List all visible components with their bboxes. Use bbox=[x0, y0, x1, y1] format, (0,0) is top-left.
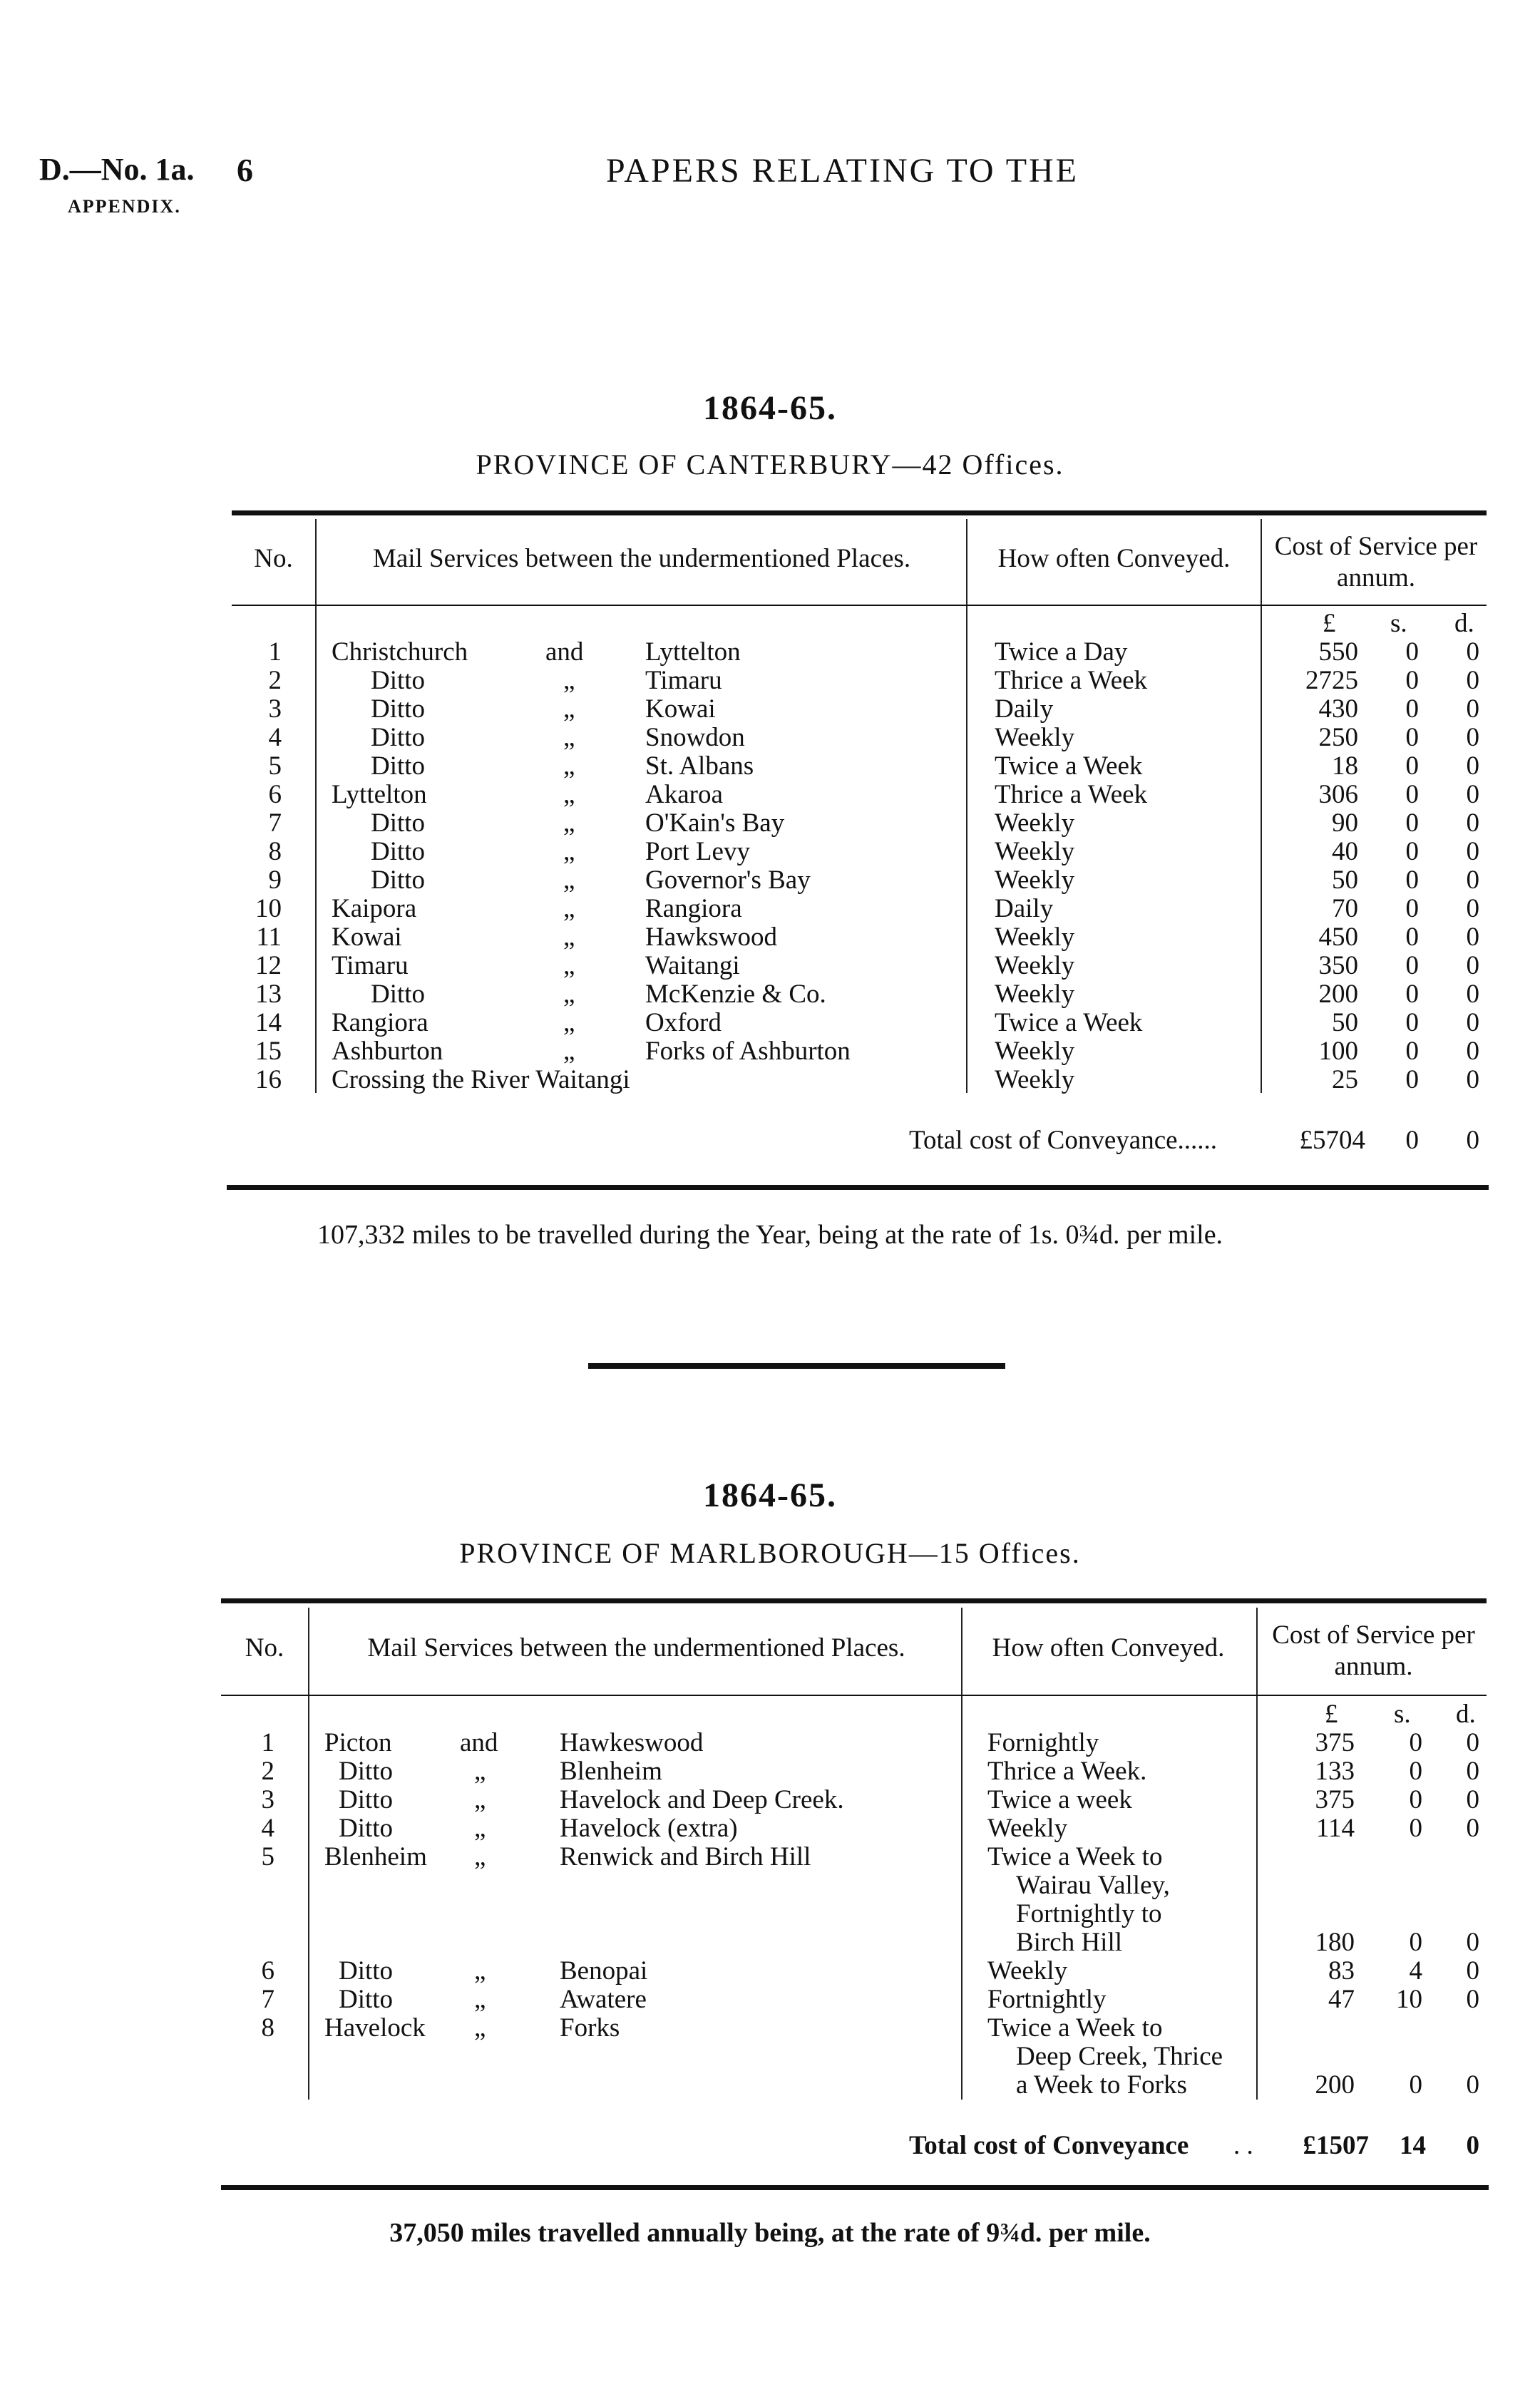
conveyance-frequency: Wairau Valley, bbox=[1016, 1871, 1170, 1900]
marlborough-year: 1864-65. bbox=[703, 1476, 837, 1514]
from-place: Ditto bbox=[371, 751, 426, 781]
to-place: Benopai bbox=[560, 1956, 648, 1986]
cost-shillings: 0 bbox=[1405, 894, 1419, 923]
cost-pounds: 50 bbox=[1332, 1008, 1358, 1037]
cost-shillings: 0 bbox=[1409, 1928, 1422, 1957]
pound-header: £ bbox=[1325, 1700, 1338, 1729]
connector: „ bbox=[474, 1985, 486, 2014]
column-header-places: Mail Services between the undermentioned Places. bbox=[367, 1633, 905, 1663]
conveyance-frequency: Fornightly bbox=[987, 1728, 1099, 1757]
column-header-no: No. bbox=[245, 1633, 284, 1663]
cost-pence: 0 bbox=[1466, 637, 1479, 667]
conveyance-frequency: Thrice a Week bbox=[995, 780, 1148, 809]
conveyance-frequency: Twice a Week bbox=[995, 1008, 1143, 1037]
to-place: Governor's Bay bbox=[645, 865, 811, 895]
to-place: Timaru bbox=[645, 666, 722, 695]
cost-pence: 0 bbox=[1466, 894, 1479, 923]
total-pence: 0 bbox=[1466, 1126, 1479, 1155]
connector: „ bbox=[474, 1757, 486, 1786]
cost-pounds: 25 bbox=[1332, 1065, 1358, 1094]
conveyance-frequency: Thrice a Week bbox=[995, 666, 1148, 695]
column-header-cost: Cost of Service per annum. bbox=[1272, 1620, 1475, 1681]
to-place: O'Kain's Bay bbox=[645, 808, 785, 838]
table-bottom-rule bbox=[227, 1185, 1489, 1190]
cost-pence: 0 bbox=[1466, 865, 1479, 895]
row-number: 1 bbox=[261, 1728, 274, 1757]
from-place: Lyttelton bbox=[332, 780, 427, 809]
cost-pounds: 100 bbox=[1318, 1037, 1358, 1066]
cost-pence: 0 bbox=[1466, 837, 1479, 866]
from-place: Kowai bbox=[332, 923, 402, 952]
cost-pounds: 375 bbox=[1315, 1728, 1355, 1757]
cost-pounds: 47 bbox=[1328, 1985, 1355, 2014]
cost-pence: 0 bbox=[1466, 1928, 1479, 1957]
cost-shillings: 0 bbox=[1405, 1065, 1419, 1094]
cost-shillings: 0 bbox=[1409, 2070, 1422, 2100]
connector: „ bbox=[563, 808, 575, 838]
conveyance-frequency: Weekly bbox=[995, 1065, 1075, 1094]
row-number: 4 bbox=[261, 1814, 274, 1843]
cost-pounds: 90 bbox=[1332, 808, 1358, 838]
cost-shillings: 0 bbox=[1405, 780, 1419, 809]
connector: and bbox=[460, 1728, 498, 1757]
cost-shillings: 0 bbox=[1405, 637, 1419, 667]
row-number: 10 bbox=[255, 894, 282, 923]
from-place: Ditto bbox=[339, 1956, 394, 1986]
cost-shillings: 0 bbox=[1409, 1785, 1422, 1814]
cost-pence: 0 bbox=[1466, 780, 1479, 809]
conveyance-frequency: Fortnightly to bbox=[1016, 1899, 1162, 1928]
connector: „ bbox=[563, 1037, 575, 1066]
conveyance-frequency: Fortnightly bbox=[987, 1985, 1107, 2014]
conveyance-frequency: Daily bbox=[995, 694, 1054, 724]
to-place: Forks bbox=[560, 2013, 620, 2043]
connector: „ bbox=[474, 1956, 486, 1986]
cost-pence: 0 bbox=[1466, 1008, 1479, 1037]
to-place: Hawkeswood bbox=[560, 1728, 704, 1757]
to-place: Akaroa bbox=[645, 780, 723, 809]
marlborough-province: PROVINCE OF MARLBOROUGH—15 Offices. bbox=[459, 1537, 1081, 1569]
cost-pence: 0 bbox=[1466, 2070, 1479, 2100]
connector: and bbox=[545, 637, 584, 667]
connector: „ bbox=[474, 2013, 486, 2043]
conveyance-frequency: Birch Hill bbox=[1016, 1928, 1123, 1957]
cost-pence: 0 bbox=[1466, 980, 1479, 1009]
to-place: Lyttelton bbox=[645, 637, 741, 667]
page-number: 6 bbox=[237, 152, 253, 188]
connector: „ bbox=[563, 1008, 575, 1037]
from-place: Ditto bbox=[339, 1757, 394, 1786]
conveyance-frequency: a Week to Forks bbox=[1016, 2070, 1187, 2100]
header-underline bbox=[232, 605, 1487, 606]
to-place: Havelock (extra) bbox=[560, 1814, 738, 1843]
cost-pence: 0 bbox=[1466, 808, 1479, 838]
cost-shillings: 4 bbox=[1409, 1956, 1422, 1986]
row-number: 12 bbox=[255, 951, 282, 980]
canterbury-year: 1864-65. bbox=[703, 389, 837, 427]
page-title: PAPERS RELATING TO THE bbox=[606, 152, 1079, 190]
from-place: Havelock bbox=[324, 2013, 426, 2043]
cost-shillings: 0 bbox=[1409, 1728, 1422, 1757]
cost-shillings: 0 bbox=[1405, 666, 1419, 695]
cost-pence: 0 bbox=[1466, 1757, 1479, 1786]
to-place: Awatere bbox=[560, 1985, 647, 2014]
cost-shillings: 10 bbox=[1396, 1985, 1422, 2014]
row-number: 8 bbox=[261, 2013, 274, 2043]
total-pence: 0 bbox=[1466, 2131, 1479, 2160]
row-number: 5 bbox=[261, 1842, 274, 1871]
total-pounds: £1507 bbox=[1303, 2131, 1369, 2160]
cost-pence: 0 bbox=[1466, 666, 1479, 695]
cost-pence: 0 bbox=[1466, 923, 1479, 952]
cost-pence: 0 bbox=[1466, 1785, 1479, 1814]
cost-pounds: 350 bbox=[1318, 951, 1358, 980]
cost-pounds: 18 bbox=[1332, 751, 1358, 781]
cost-pounds: 133 bbox=[1315, 1757, 1355, 1786]
cost-pounds: 40 bbox=[1332, 837, 1358, 866]
row-number: 14 bbox=[255, 1008, 282, 1037]
column-header-places: Mail Services between the undermentioned Places. bbox=[372, 544, 911, 573]
total-label: Total cost of Conveyance bbox=[909, 2131, 1189, 2160]
cost-shillings: 0 bbox=[1405, 837, 1419, 866]
cost-pounds: 250 bbox=[1318, 723, 1358, 752]
connector: „ bbox=[474, 1814, 486, 1843]
cost-pence: 0 bbox=[1466, 723, 1479, 752]
pound-header: £ bbox=[1323, 609, 1336, 638]
to-place: Port Levy bbox=[645, 837, 750, 866]
row-number: 15 bbox=[255, 1037, 282, 1066]
canterbury-mileage-note: 107,332 miles to be travelled during the Year, being at the rate of 1s. 0¾d. per mile. bbox=[317, 1220, 1223, 1250]
conveyance-frequency: Daily bbox=[995, 894, 1054, 923]
cost-shillings: 0 bbox=[1405, 751, 1419, 781]
cost-pounds: 550 bbox=[1318, 637, 1358, 667]
to-place: Rangiora bbox=[645, 894, 742, 923]
to-place: Kowai bbox=[645, 694, 716, 724]
cost-shillings: 0 bbox=[1405, 1037, 1419, 1066]
connector: „ bbox=[563, 751, 575, 781]
conveyance-frequency: Weekly bbox=[995, 951, 1075, 980]
total-shillings: 0 bbox=[1405, 1126, 1419, 1155]
cost-shillings: 0 bbox=[1405, 808, 1419, 838]
connector: „ bbox=[474, 1842, 486, 1871]
cost-shillings: 0 bbox=[1405, 694, 1419, 724]
cost-shillings: 0 bbox=[1405, 980, 1419, 1009]
cost-shillings: 0 bbox=[1405, 865, 1419, 895]
to-place: Forks of Ashburton bbox=[645, 1037, 851, 1066]
from-place: Ditto bbox=[339, 1814, 394, 1843]
from-place: Ditto bbox=[371, 694, 426, 724]
table-top-rule bbox=[221, 1598, 1487, 1603]
connector: „ bbox=[563, 666, 575, 695]
row-number: 2 bbox=[261, 1757, 274, 1786]
connector: „ bbox=[563, 780, 575, 809]
cost-pounds: 83 bbox=[1328, 1956, 1355, 1986]
conveyance-frequency: Twice a Day bbox=[995, 637, 1128, 667]
from-place: Ditto bbox=[371, 808, 426, 838]
connector: „ bbox=[563, 894, 575, 923]
row-number: 7 bbox=[261, 1985, 274, 2014]
conveyance-frequency: Thrice a Week. bbox=[987, 1757, 1147, 1786]
total-shillings: 14 bbox=[1400, 2131, 1426, 2160]
row-number: 3 bbox=[268, 694, 282, 724]
conveyance-frequency: Twice a Week bbox=[995, 751, 1143, 781]
conveyance-frequency: Weekly bbox=[995, 808, 1075, 838]
row-number: 4 bbox=[268, 723, 282, 752]
connector: „ bbox=[563, 694, 575, 724]
conveyance-frequency: Twice a week bbox=[987, 1785, 1132, 1814]
table-top-rule bbox=[232, 510, 1487, 515]
from-place: Ditto bbox=[371, 837, 426, 866]
cost-pounds: 50 bbox=[1332, 865, 1358, 895]
cost-pounds: 114 bbox=[1315, 1814, 1355, 1843]
from-place: Ditto bbox=[371, 723, 426, 752]
row-number: 13 bbox=[255, 980, 282, 1009]
cost-pence: 0 bbox=[1466, 951, 1479, 980]
cost-pence: 0 bbox=[1466, 1814, 1479, 1843]
cost-pence: 0 bbox=[1466, 1065, 1479, 1094]
to-place: Renwick and Birch Hill bbox=[560, 1842, 811, 1871]
column-divider bbox=[308, 1608, 309, 2100]
conveyance-frequency: Weekly bbox=[995, 980, 1075, 1009]
from-place: Crossing the River Waitangi bbox=[332, 1065, 630, 1094]
cost-shillings: 0 bbox=[1405, 923, 1419, 952]
to-place: Havelock and Deep Creek. bbox=[560, 1785, 844, 1814]
row-number: 5 bbox=[268, 751, 282, 781]
column-header-how: How often Conveyed. bbox=[997, 544, 1231, 573]
from-place: Blenheim bbox=[324, 1842, 427, 1871]
conveyance-frequency: Weekly bbox=[995, 723, 1075, 752]
connector: „ bbox=[563, 865, 575, 895]
appendix-label: APPENDIX. bbox=[68, 196, 181, 217]
from-place: Ditto bbox=[371, 980, 426, 1009]
cost-pounds: 306 bbox=[1318, 780, 1358, 809]
column-header-no: No. bbox=[254, 544, 293, 573]
to-place: Hawkswood bbox=[645, 923, 777, 952]
cost-pence: 0 bbox=[1466, 1956, 1479, 1986]
cost-shillings: 0 bbox=[1409, 1814, 1422, 1843]
cost-pounds: 2725 bbox=[1305, 666, 1358, 695]
cost-pence: 0 bbox=[1466, 1037, 1479, 1066]
conveyance-frequency: Twice a Week to bbox=[987, 2013, 1163, 2043]
total-pounds: £5704 bbox=[1299, 1126, 1365, 1155]
cost-shillings: 0 bbox=[1405, 723, 1419, 752]
to-place: Oxford bbox=[645, 1008, 722, 1037]
conveyance-frequency: Twice a Week to bbox=[987, 1842, 1163, 1871]
total-label: Total cost of Conveyance...... bbox=[909, 1126, 1218, 1155]
marlborough-mileage-note: 37,050 miles travelled annually being, at the rate of 9¾d. per mile. bbox=[389, 2218, 1151, 2248]
row-number: 8 bbox=[268, 837, 282, 866]
table-bottom-rule bbox=[221, 2185, 1489, 2190]
cost-shillings: 0 bbox=[1405, 1008, 1419, 1037]
header-underline bbox=[221, 1695, 1487, 1696]
cost-pounds: 450 bbox=[1318, 923, 1358, 952]
from-place: Ditto bbox=[371, 865, 426, 895]
cost-pounds: 180 bbox=[1315, 1928, 1355, 1957]
connector: „ bbox=[563, 951, 575, 980]
total-leader: . . bbox=[1233, 2131, 1253, 2160]
row-number: 9 bbox=[268, 865, 282, 895]
to-place: St. Albans bbox=[645, 751, 754, 781]
from-place: Ditto bbox=[339, 1785, 394, 1814]
cost-shillings: 0 bbox=[1405, 951, 1419, 980]
conveyance-frequency: Weekly bbox=[987, 1814, 1068, 1843]
to-place: McKenzie & Co. bbox=[645, 980, 826, 1009]
row-number: 6 bbox=[268, 780, 282, 809]
row-number: 7 bbox=[268, 808, 282, 838]
from-place: Ditto bbox=[339, 1985, 394, 2014]
conveyance-frequency: Weekly bbox=[995, 923, 1075, 952]
cost-pounds: 70 bbox=[1332, 894, 1358, 923]
conveyance-frequency: Weekly bbox=[995, 865, 1075, 895]
pence-header: d. bbox=[1456, 1700, 1476, 1729]
from-place: Kaipora bbox=[332, 894, 417, 923]
cost-pence: 0 bbox=[1466, 1985, 1479, 2014]
from-place: Ditto bbox=[371, 666, 426, 695]
from-place: Picton bbox=[324, 1728, 392, 1757]
document-reference: D.—No. 1a. bbox=[39, 152, 195, 187]
canterbury-province: PROVINCE OF CANTERBURY—42 Offices. bbox=[476, 448, 1064, 481]
cost-pounds: 200 bbox=[1315, 2070, 1355, 2100]
cost-pounds: 430 bbox=[1318, 694, 1358, 724]
to-place: Waitangi bbox=[645, 951, 740, 980]
connector: „ bbox=[563, 837, 575, 866]
from-place: Timaru bbox=[332, 951, 409, 980]
connector: „ bbox=[563, 980, 575, 1009]
cost-pounds: 375 bbox=[1315, 1785, 1355, 1814]
conveyance-frequency: Weekly bbox=[987, 1956, 1068, 1986]
conveyance-frequency: Deep Creek, Thrice bbox=[1016, 2042, 1223, 2071]
to-place: Snowdon bbox=[645, 723, 745, 752]
row-number: 11 bbox=[256, 923, 282, 952]
row-number: 2 bbox=[268, 666, 282, 695]
row-number: 1 bbox=[268, 637, 282, 667]
column-divider bbox=[961, 1608, 962, 2100]
column-header-how: How often Conveyed. bbox=[992, 1633, 1225, 1663]
cost-pence: 0 bbox=[1466, 1728, 1479, 1757]
from-place: Rangiora bbox=[332, 1008, 428, 1037]
cost-pence: 0 bbox=[1466, 694, 1479, 724]
connector: „ bbox=[563, 923, 575, 952]
section-divider bbox=[588, 1363, 1005, 1369]
cost-shillings: 0 bbox=[1409, 1757, 1422, 1786]
conveyance-frequency: Weekly bbox=[995, 837, 1075, 866]
cost-pence: 0 bbox=[1466, 751, 1479, 781]
cost-pounds: 200 bbox=[1318, 980, 1358, 1009]
to-place: Blenheim bbox=[560, 1757, 662, 1786]
conveyance-frequency: Weekly bbox=[995, 1037, 1075, 1066]
shilling-header: s. bbox=[1390, 609, 1407, 638]
column-divider bbox=[1256, 1608, 1258, 2100]
connector: „ bbox=[474, 1785, 486, 1814]
from-place: Christchurch bbox=[332, 637, 468, 667]
row-number: 16 bbox=[255, 1065, 282, 1094]
pence-header: d. bbox=[1454, 609, 1474, 638]
from-place: Ashburton bbox=[332, 1037, 443, 1066]
row-number: 3 bbox=[261, 1785, 274, 1814]
shilling-header: s. bbox=[1394, 1700, 1411, 1729]
column-header-cost: Cost of Service per annum. bbox=[1274, 532, 1478, 592]
row-number: 6 bbox=[261, 1956, 274, 1986]
connector: „ bbox=[563, 723, 575, 752]
